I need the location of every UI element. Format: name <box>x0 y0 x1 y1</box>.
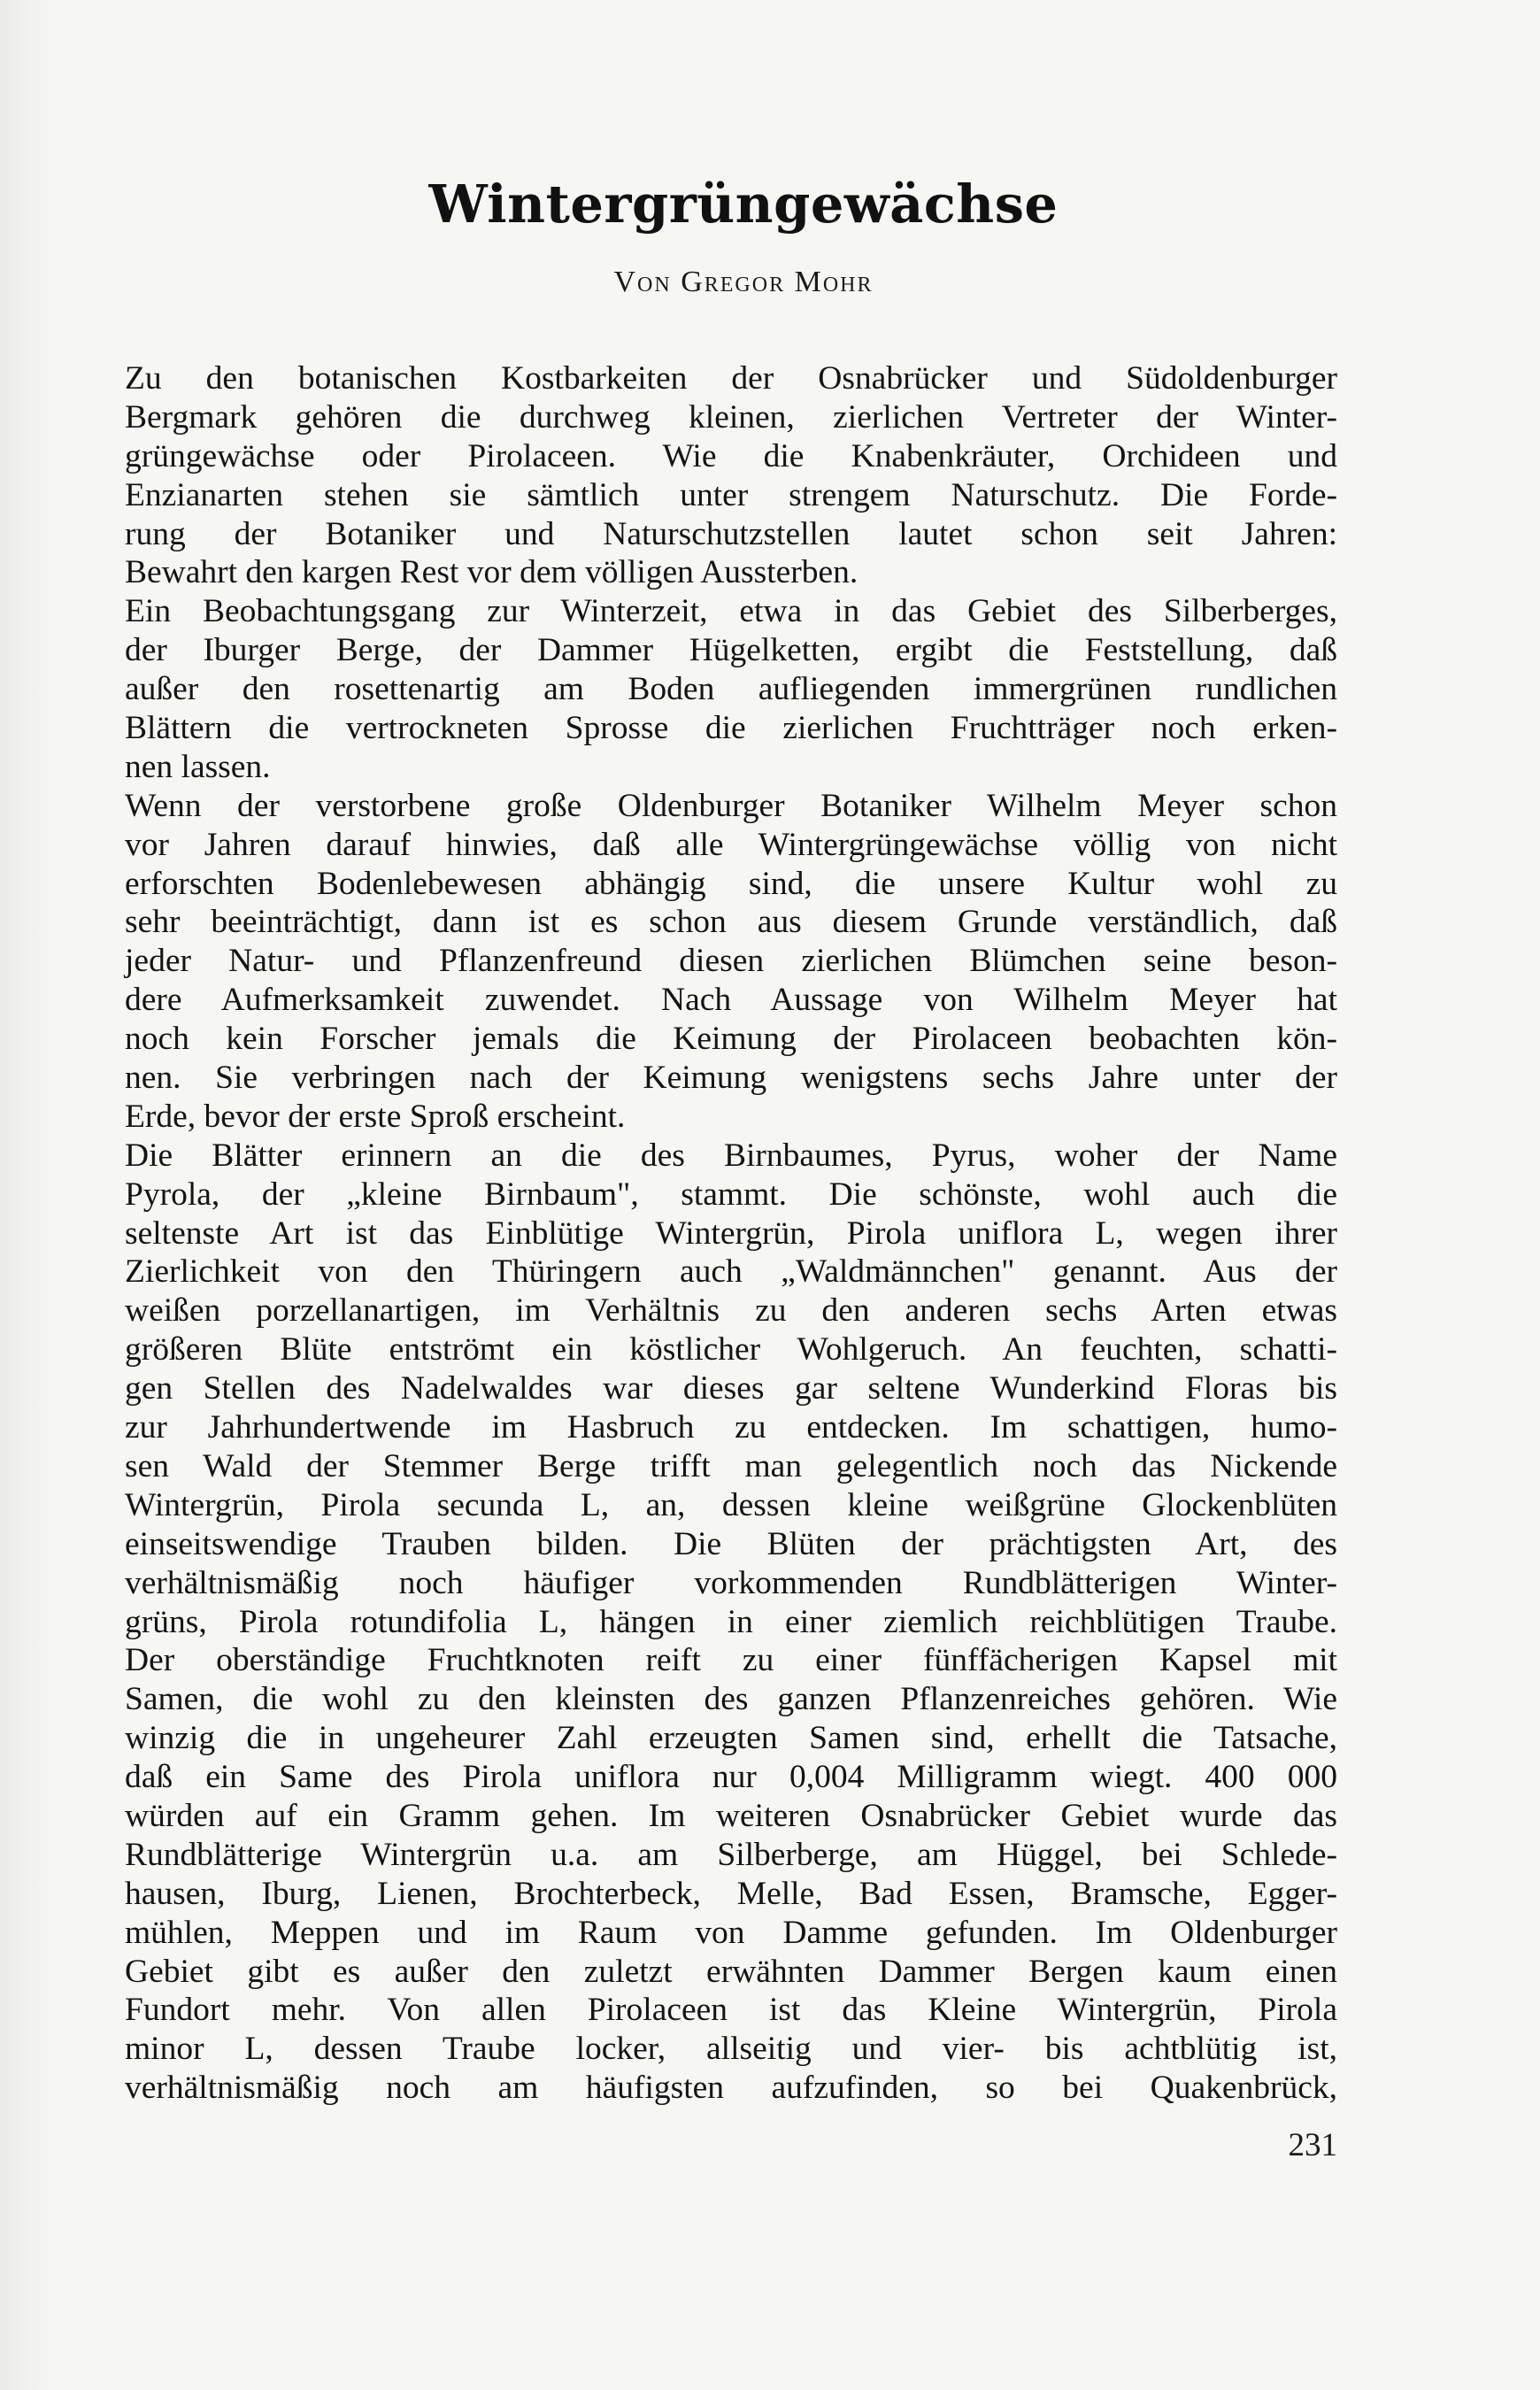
body-text-line: Enzianarten stehen sie sämtlich unter strengem Naturschutz. Die Forde- <box>125 476 1337 513</box>
body-text-line: noch kein Forscher jemals die Keimung der Pirolaceen beobachten kön- <box>125 1021 1337 1058</box>
body-text-line: der Iburger Berge, der Dammer Hügelketten, ergibt die Feststellung, daß <box>125 632 1337 669</box>
body-text-line: erforschten Bodenlebewesen abhängig sind, die unsere Kultur wohl zu <box>125 865 1337 902</box>
article-body <box>125 359 1337 2108</box>
body-text-line: grüngewächse oder Pirolaceen. Wie die Knabenkräuter, Orchideen und <box>125 437 1337 474</box>
body-text-line: würden auf ein Gramm gehen. Im weiteren Osnabrücker Gebiet wurde das <box>125 1797 1337 1834</box>
page-edge-shadow <box>0 0 53 2390</box>
body-text-line: vor Jahren darauf hinwies, daß alle Wintergrüngewächse völlig von nicht <box>125 826 1337 863</box>
body-text-line: Bewahrt den kargen Rest vor dem völligen Aussterben. <box>125 554 859 591</box>
body-text-line: Blättern die vertrockneten Sprosse die zierlichen Fruchtträger noch erken- <box>125 710 1337 747</box>
body-text-line: verhältnismäßig noch häufiger vorkommenden Rundblätterigen Winter- <box>125 1564 1337 1601</box>
body-text-line: winzig die in ungeheurer Zahl erzeugten Samen sind, erhellt die Tatsache, <box>125 1720 1337 1757</box>
body-text-line: Bergmark gehören die durchweg kleinen, zierlichen Vertreter der Winter- <box>125 398 1337 436</box>
page-number: 231 <box>1288 2127 1337 2163</box>
body-text-line: seltenste Art ist das Einblütige Wintergrün, Pirola uniflora L, wegen ihrer <box>125 1214 1337 1252</box>
body-text-line: Rundblätterige Wintergrün u.a. am Silberberge, am Hüggel, bei Schlede- <box>125 1836 1337 1873</box>
body-text-line: Gebiet gibt es außer den zuletzt erwähnten Dammer Bergen kaum einen <box>125 1953 1337 1990</box>
body-text-line: gen Stellen des Nadelwaldes war dieses gar seltene Wunderkind Floras bis <box>125 1370 1337 1407</box>
body-text-line: mühlen, Meppen und im Raum von Damme gefunden. Im Oldenburger <box>125 1914 1337 1951</box>
body-text-line: größeren Blüte entströmt ein köstlicher Wohlgeruch. An feuchten, schatti- <box>125 1331 1337 1368</box>
body-text-line: daß ein Same des Pirola uniflora nur 0,004 Milligramm wiegt. 400 000 <box>125 1759 1337 1796</box>
body-text-line: Ein Beobachtungsgang zur Winterzeit, etwa in das Gebiet des Silberberges, <box>125 593 1337 630</box>
body-text-line: Pyrola, der „kleine Birnbaum", stammt. Die schönste, wohl auch die <box>125 1176 1337 1213</box>
body-text-line: sen Wald der Stemmer Berge trifft man gelegentlich noch das Nickende <box>125 1447 1337 1484</box>
body-text-line: weißen porzellanartigen, im Verhältnis zu den anderen sechs Arten etwas <box>125 1292 1337 1330</box>
body-text-line: Erde, bevor der erste Sproß erscheint. <box>125 1098 626 1135</box>
body-text-line: Zierlichkeit von den Thüringern auch „Waldmännchen" genannt. Aus der <box>125 1253 1337 1291</box>
body-text-line: Wintergrün, Pirola secunda L, an, dessen kleine weißgrüne Glockenblüten <box>125 1486 1337 1523</box>
body-text-line: Wenn der verstorbene große Oldenburger Botaniker Wilhelm Meyer schon <box>125 787 1337 824</box>
body-text-line: Der oberständige Fruchtknoten reift zu einer fünffächerigen Kapsel mit <box>125 1642 1337 1679</box>
body-text-line: nen lassen. <box>125 748 271 785</box>
body-text-line: minor L, dessen Traube locker, allseitig und vier- bis achtblütig ist, <box>125 2031 1337 2068</box>
article-title: Wintergrüngewächse <box>428 173 1059 235</box>
body-text-line: außer den rosettenartig am Boden aufliegenden immergrünen rundlichen <box>125 671 1337 708</box>
body-text-line: nen. Sie verbringen nach der Keimung wenigstens sechs Jahre unter der <box>125 1060 1337 1097</box>
body-text-line: Zu den botanischen Kostbarkeiten der Osnabrücker und Südoldenburger <box>125 360 1337 397</box>
body-text-line: sehr beeinträchtigt, dann ist es schon aus diesem Grunde verständlich, daß <box>125 904 1337 941</box>
article-author: Von Gregor Mohr <box>613 266 874 298</box>
body-text-line: dere Aufmerksamkeit zuwendet. Nach Aussage von Wilhelm Meyer hat <box>125 982 1337 1019</box>
body-text-line: hausen, Iburg, Lienen, Brochterbeck, Melle, Bad Essen, Bramsche, Egger- <box>125 1875 1337 1912</box>
body-text-line: Samen, die wohl zu den kleinsten des ganzen Pflanzenreiches gehören. Wie <box>125 1681 1337 1718</box>
body-text-line: Fundort mehr. Von allen Pirolaceen ist das Kleine Wintergrün, Pirola <box>125 1992 1337 2029</box>
body-text-line: jeder Natur- und Pflanzenfreund diesen zierlichen Blümchen seine beson- <box>125 943 1337 980</box>
body-text-line: rung der Botaniker und Naturschutzstellen lautet schon seit Jahren: <box>125 515 1337 552</box>
body-text-line: grüns, Pirola rotundifolia L, hängen in einer ziemlich reichblütigen Traube. <box>125 1603 1337 1640</box>
body-text-line: Die Blätter erinnern an die des Birnbaumes, Pyrus, woher der Name <box>125 1137 1337 1174</box>
body-text-line: verhältnismäßig noch am häufigsten aufzufinden, so bei Quakenbrück, <box>125 2070 1337 2107</box>
body-text-line: einseitswendige Trauben bilden. Die Blüten der prächtigsten Art, des <box>125 1525 1337 1562</box>
body-text-line: zur Jahrhundertwende im Hasbruch zu entdecken. Im schattigen, humo- <box>125 1409 1337 1446</box>
